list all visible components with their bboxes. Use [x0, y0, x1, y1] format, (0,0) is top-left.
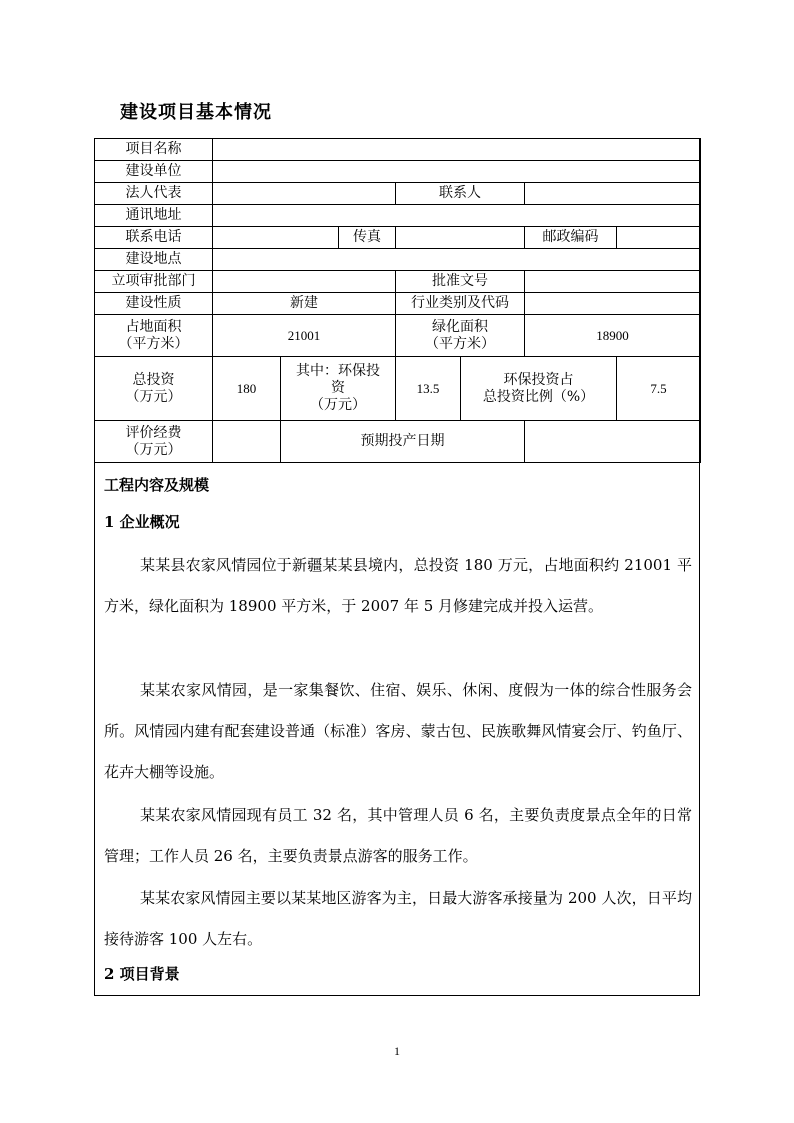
section-heading: 工程内容及规模: [104, 476, 210, 494]
value-production-date[interactable]: [525, 421, 701, 463]
value-legal-rep[interactable]: [213, 183, 396, 205]
paragraph-3: 某某农家风情园现有员工 32 名，其中管理人员 6 名，主要负责度景点全年的日常管理；工作人员 26 名，主要负责景点游客的服务工作。: [104, 806, 692, 865]
label-production-date: 预期投产日期: [281, 421, 525, 463]
invest-unit-text: （万元）: [125, 388, 182, 405]
label-contact-person: 联系人: [396, 183, 525, 205]
label-eval-fee: [95, 421, 213, 463]
value-industry[interactable]: [525, 293, 701, 315]
label-postcode: 邮政编码: [525, 227, 617, 249]
label-fax: 传真: [339, 227, 396, 249]
value-area: 21001: [213, 315, 396, 357]
heading-company-overview: 1 企业概况: [104, 513, 180, 531]
eval-fee-label-text: 评价经费: [125, 424, 182, 441]
value-phone[interactable]: [213, 227, 339, 249]
value-invest: 180: [213, 357, 281, 421]
value-approval-no[interactable]: [525, 271, 701, 293]
value-fax[interactable]: [396, 227, 525, 249]
value-contact-person[interactable]: [525, 183, 701, 205]
env-invest-line1: 其中：环保投: [296, 363, 380, 379]
paragraph-1: 某某县农家风情园位于新疆某某县境内，总投资 180 万元，占地面积约 21001 平方米，绿化面积为 18900 平方米，于 2007 年 5 月修建完成并投入运营。: [104, 556, 692, 615]
label-phone: 联系电话: [95, 227, 213, 249]
label-legal-rep: 法人代表: [95, 183, 213, 205]
env-invest-line2: 资: [331, 380, 345, 396]
value-project-name[interactable]: [213, 139, 701, 161]
project-info-table: [94, 138, 701, 463]
value-site[interactable]: [213, 249, 701, 271]
value-address[interactable]: [213, 205, 701, 227]
page-title: 建设项目基本情况: [120, 102, 272, 123]
label-address: 通讯地址: [95, 205, 213, 227]
value-green: 18900: [525, 315, 701, 357]
label-green: [396, 315, 525, 357]
label-env-invest: [281, 357, 396, 421]
label-site: 建设地点: [95, 249, 213, 271]
label-approval-dept: 立项审批部门: [95, 271, 213, 293]
label-project-name: 项目名称: [95, 139, 213, 161]
label-env-ratio: [461, 357, 617, 421]
label-approval-no: 批准文号: [396, 271, 525, 293]
value-env-ratio: 7.5: [617, 357, 701, 421]
value-nature: 新建: [213, 293, 396, 315]
value-env-invest: 13.5: [396, 357, 461, 421]
label-nature: 建设性质: [95, 293, 213, 315]
area-label-text: 占地面积: [125, 318, 182, 335]
value-builder[interactable]: [213, 161, 701, 183]
env-invest-unit: （万元）: [310, 397, 366, 413]
heading-project-background: 2 项目背景: [104, 965, 180, 983]
paragraph-2: 某某农家风情园，是一家集餐饮、住宿、娱乐、休闲、度假为一体的综合性服务会所。风情园内建有配套建设普通（标准）客房、蒙古包、民族歌舞风情宴会厅、钓鱼厅、花卉大棚等设施。: [104, 681, 692, 781]
green-label-text: 绿化面积: [432, 318, 488, 335]
invest-label-text: 总投资: [132, 371, 175, 388]
value-eval-fee[interactable]: [213, 421, 281, 463]
label-builder: 建设单位: [95, 161, 213, 183]
eval-fee-unit-text: （万元）: [125, 441, 182, 458]
page-number: 1: [394, 1044, 400, 1058]
green-unit-text: （平方米）: [425, 335, 495, 352]
label-area: [95, 315, 213, 357]
label-industry: 行业类别及代码: [396, 293, 525, 315]
value-approval-dept[interactable]: [213, 271, 396, 293]
env-ratio-line2: 总投资比例（%）: [482, 388, 595, 405]
label-invest: [95, 357, 213, 421]
paragraph-4: 某某农家风情园主要以某某地区游客为主，日最大游客承接量为 200 人次，日平均接待游客 100 人左右。: [104, 889, 692, 948]
area-unit-text: （平方米）: [118, 335, 189, 352]
env-ratio-line1: 环保投资占: [503, 371, 574, 388]
value-postcode[interactable]: [617, 227, 701, 249]
